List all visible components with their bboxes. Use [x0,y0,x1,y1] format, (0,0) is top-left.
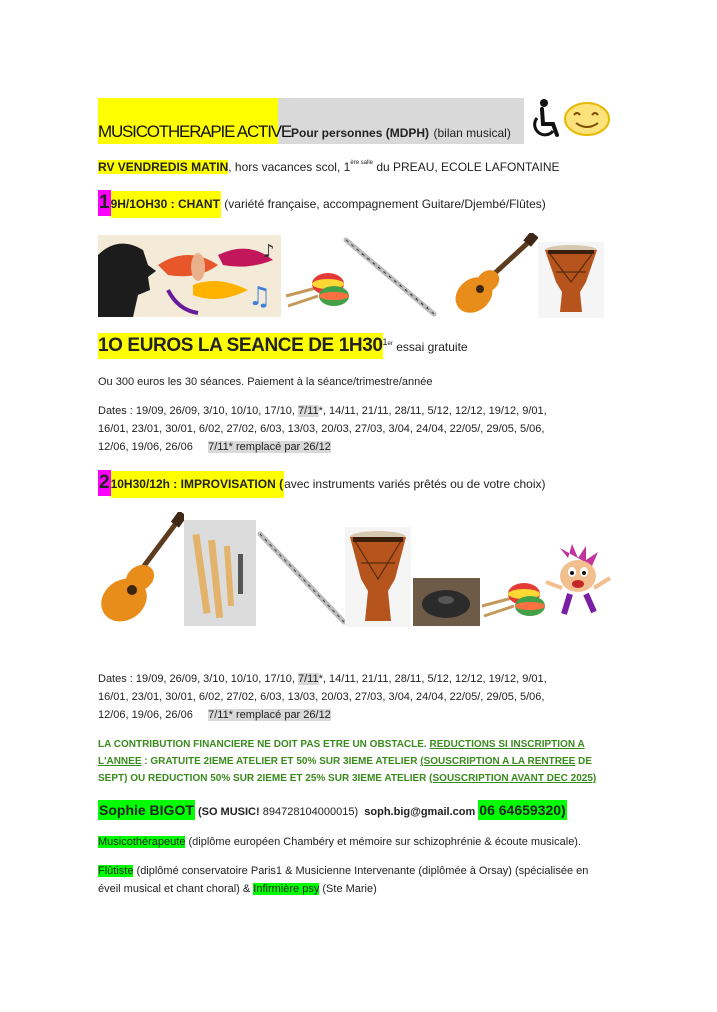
session2-heading [98,470,546,498]
page-title [98,122,511,142]
title-sub: Pour personnes (MDPH) [291,126,430,140]
dates2-line1 [98,673,547,685]
bio-line3 [98,883,377,895]
price-alt: Ou 300 euros les 30 séances. Paiement à la séance/trimestre/année [98,376,433,388]
djembe-image [538,242,604,318]
rv-line [98,160,560,174]
maracas2-image [480,576,546,620]
price-sup-num: 1 [382,337,388,347]
dates2-l1c: *, 14/11, 21/11, 28/11, 5/12, 12/12, 19/12, 9/01, [318,673,547,685]
price-line [98,333,468,359]
dates1-line3 [98,441,331,453]
dates1-line2: 16/01, 23/01, 30/01, 6/02, 27/02, 6/03, 13/03, 20/03, 27/03, 3/04, 24/04, 22/05/, 29/05, 5/06, [98,423,545,435]
bio-l1b: (diplôme européen Chambéry et mémoire sur schizophrénie & écoute musicale). [185,836,582,848]
dates1-l1c: *, 14/11, 21/11, 28/11, 5/12, 12/12, 19/12, 9/01, [318,405,547,417]
contrib-l2b: : GRATUITE 2IEME ATELIER ET 50% SUR 3IEME ATELIER [141,756,421,767]
contrib-l3a: SEPT) OU REDUCTION 50% SUR 2IEME ET 25% SUR 3IEME ATELIER [98,773,430,784]
guitar2-image [98,512,184,624]
contact-name: Sophie BIGOT [99,802,194,818]
price-main: 1O EUROS LA SEANCE DE 1H30 [98,333,383,359]
smiley-face-icon [562,100,612,138]
flute2-image [256,530,348,626]
contrib-l1a: LA CONTRIBUTION FINANCIERE NE DOIT PAS ETRE UN OBSTACLE. [98,739,430,750]
contribution-line2 [98,756,592,767]
rv-rest2: du PREAU, ECOLE LAFONTAINE [373,160,560,174]
contact-phone: 06 64659320) [479,802,566,818]
bio-l3a: éveil musical et chant choral) & [98,883,254,895]
contrib-l1b: REDUCTIONS SI INSCRIPTION A [429,739,585,750]
dates2-l3b: 7/11* remplacé par 26/12 [208,709,331,721]
session2-time: 10H30/12h : IMPROVISATION ( [111,471,284,498]
contrib-l3b: (SOUSCRIPTION AVANT DEC 2025) [429,773,597,784]
contribution-line3 [98,773,596,784]
contact-email[interactable]: soph.big@gmail.com [358,806,479,818]
dates2-line2: 16/01, 23/01, 30/01, 6/02, 27/02, 6/03, 13/03, 20/03, 27/03, 3/04, 24/04, 22/05/, 29/05, 5/06, [98,691,545,703]
svg-text:♫: ♫ [248,282,272,312]
cartoon-singer-image [542,542,614,618]
contrib-l2a: L'ANNEE [98,756,142,767]
dates1-line1 [98,405,547,417]
price-sup [383,337,393,347]
contribution-line1 [98,739,585,750]
session1-number: 1 [98,190,111,216]
svg-text:♪: ♪ [263,241,275,262]
price-sup-er: er [387,341,393,347]
session2-number: 2 [98,470,111,496]
dates2-l1b: 7/11 [297,673,319,685]
session1-heading [98,190,546,218]
title-main: MUSICOTHERAPIE ACTIVE [98,122,292,141]
rv-rest1: , hors vacances scol, 1 [228,160,351,174]
contact-line [98,800,567,820]
session1-time: 9H/1OH30 : CHANT [111,191,221,218]
contrib-l2c: (SOUSCRIPTION A LA RENTREE [420,756,576,767]
rv-sup: ère salle [350,160,373,166]
contact-siret: 894728104000015) [262,806,359,818]
handpan-image [413,578,480,626]
bio-title1: Musicothérapeute [98,836,186,848]
bio-l3c: (Ste Marie) [319,883,377,895]
guitar-image [452,233,538,315]
dates2-l1a: Dates : 19/09, 26/09, 3/10, 10/10, 17/10, [98,673,298,685]
dates2-l3a: 12/06, 19/06, 26/06 [98,709,209,721]
session1-desc: (variété française, accompagnement Guitare/Djembé/Flûtes) [220,197,546,211]
contrib-l2d: DE [575,756,592,767]
djembe2-image [345,527,411,627]
contact-org: (SO MUSIC! [194,806,263,818]
price-rest: essai gratuite [392,340,468,354]
rv-bold: RV VENDREDIS MATIN [98,160,229,174]
recorders-image [184,520,256,626]
singer-image [98,235,281,317]
bio-title2: Flûtiste [98,865,134,877]
dates1-l1b: 7/11 [297,405,319,417]
bio-title3: Infirmière psy [253,883,320,895]
bio-line1 [98,836,581,848]
bio-l2b: (diplômé conservatoire Paris1 & Musicienne Intervenante (diplômée à Orsay) (spécialisée en [133,865,589,877]
dates2-line3 [98,709,331,721]
wheelchair-icon [526,98,562,140]
flute-image [342,236,438,318]
session2-desc: avec instruments variés prêtés ou de votre choix) [284,477,546,491]
dates1-l1a: Dates : 19/09, 26/09, 3/10, 10/10, 17/10, [98,405,298,417]
dates1-l3b: 7/11* remplacé par 26/12 [208,441,331,453]
bio-line2 [98,865,588,877]
title-bilan: (bilan musical) [433,126,511,140]
maracas-image [284,266,350,310]
dates1-l3a: 12/06, 19/06, 26/06 [98,441,209,453]
